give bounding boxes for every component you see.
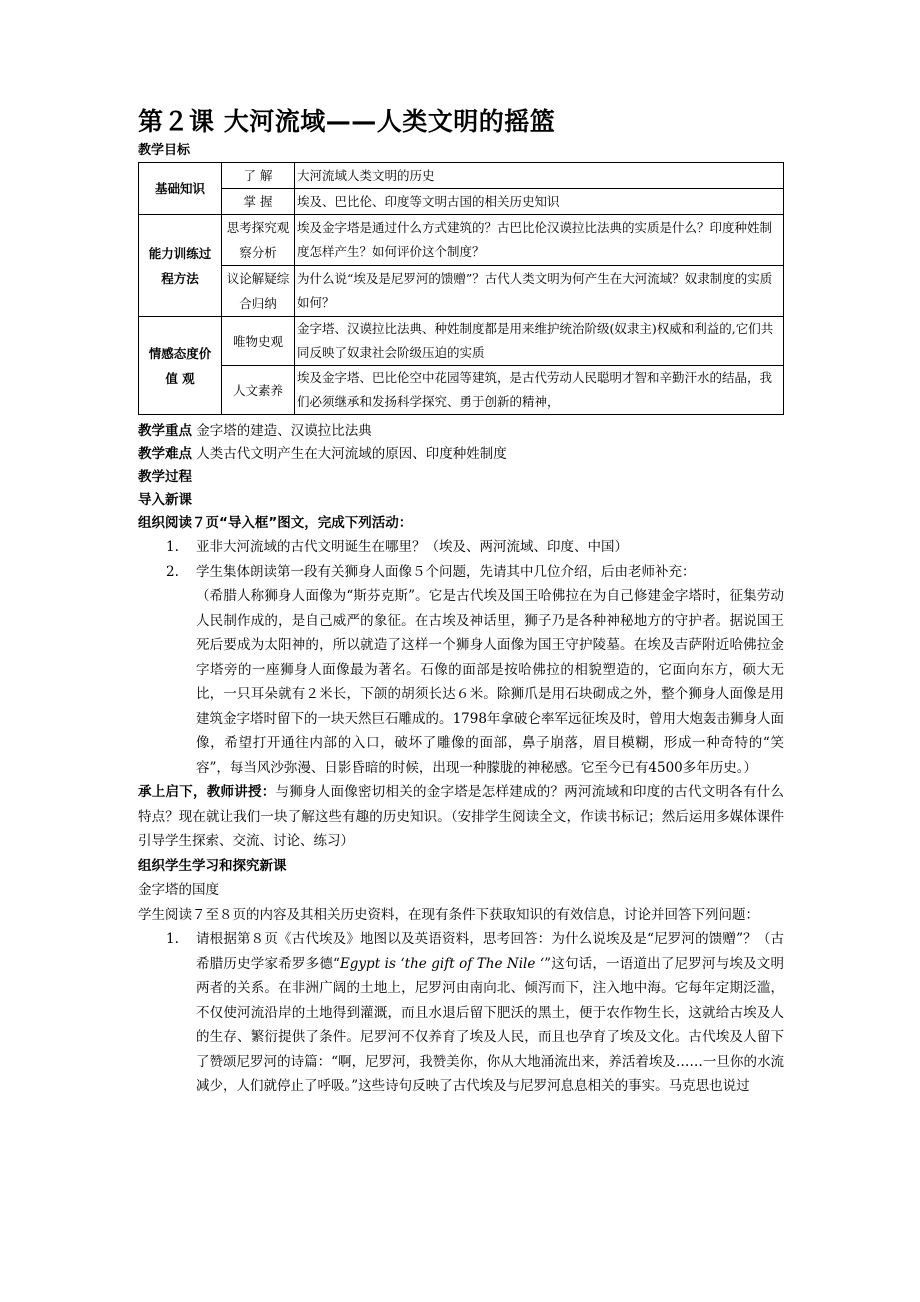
intro-list bbox=[138, 535, 784, 584]
sub-humanities: 人文素养 bbox=[222, 366, 295, 415]
goals-heading: 教学目标 bbox=[138, 143, 191, 158]
list-text-after: ”这句话，一语道出了尼罗河与埃及文明两者的关系。在非洲广阔的土地上，尼罗河由南向北、倾泻而下，注入地中海。它每年定期泛滥，不仅使河流沿岸的土地得到灌溉，而且水退后留下肥沃的黑土，便于农作物生长，这就给古埃及人的生存、繁衍提供了条件。尼罗河不仅养育了埃及人民，而且也孕育了埃及文化。古代埃及人留下了赞颂尼罗河的诗篇：“啊，尼罗河，我赞美你，你从大地涌流出来，养活着埃及……一旦你的水流减少，人们就停止了呼吸。”这些诗句反映了古代埃及与尼罗河息息相关的事实。马克思也说过 bbox=[196, 955, 785, 1094]
content-humanities: 埃及金字塔、巴比伦空中花园等建筑，是古代劳动人民聪明才智和辛勤汗水的结晶，我们必须继承和发扬科学探究、勇于创新的精神， bbox=[295, 366, 784, 415]
sub-think-line1: 思考探究观 bbox=[226, 220, 290, 235]
table-row bbox=[139, 215, 784, 266]
intro-heading: 导入新课 bbox=[138, 492, 192, 508]
reading-instruction: 组织阅读７页“导入框”图文，完成下列活动： bbox=[138, 515, 413, 531]
category-ability-line2: 程方法 bbox=[161, 270, 199, 286]
key-point-text: 金字塔的建造、汉谟拉比法典 bbox=[192, 423, 372, 439]
transition-label: 承上启下，教师讲授： bbox=[138, 784, 276, 800]
table-row bbox=[139, 366, 784, 415]
content-think: 埃及金字塔是通过什么方式建筑的？古巴比伦汉谟拉比法典的实质是什么？印度种姓制度怎样产生？如何评价这个制度？ bbox=[295, 215, 784, 266]
category-emotion bbox=[139, 317, 222, 415]
content-materialism: 金字塔、汉谟拉比法典、种姓制度都是用来维护统治阶级(奴隶主)权威和利益的,它们共同反映了奴隶社会阶级压迫的实质 bbox=[295, 317, 784, 366]
process-heading: 教学过程 bbox=[138, 469, 192, 485]
transition-paragraph bbox=[138, 780, 784, 854]
difficult-point-text: 人类古代文明产生在大河流域的原因、印度种姓制度 bbox=[192, 446, 507, 462]
category-emotion-line2: 值 观 bbox=[165, 370, 195, 386]
lesson-title: 第２课 大河流域——人类文明的摇篮 bbox=[138, 107, 556, 136]
transition-text: 与狮身人面像密切相关的金字塔是怎样建成的？两河流域和印度的古代文明各有什么特点？现在就让我们一块了解这些有趣的历史知识。（安排学生阅读全文，作读书标记；然后运用多媒体课件引导学生探索、交流、讨论、练习） bbox=[138, 784, 784, 849]
difficult-point bbox=[138, 444, 784, 464]
category-emotion-line1: 情感态度价 bbox=[148, 345, 212, 361]
sphinx-quote: （希腊人称狮身人面像为“斯芬克斯”。它是古代埃及国王哈佛拉在为自己修建金字塔时，征集劳动人民制作成的，是自己威严的象征。在古埃及神话里，狮子乃是各种神秘地方的守护者。据说国王死后要成为太阳神的，所以就造了这样一个狮身人面像为国王守护陵墓。在埃及吉萨附近哈佛拉金字塔旁的一座狮身人面像最为著名。石像的面部是按哈佛拉的相貌塑造的，它面向东方，硕大无比，一只耳朵就有２米长，下颌的胡须长达６米。除狮爪是用石块砌成之外，整个狮身人面像是用建筑金字塔时留下的一块天然巨石雕成的。1798年拿破仑率军远征埃及时，曾用大炮轰击狮身人面像，希望打开通往内部的入口，破坏了雕像的面部，鼻子崩落，眉目模糊，形成一种奇特的“笑容”，每当风沙弥漫、日影昏暗的时候，出现一种朦胧的神秘感。它至今已有4500多年历史。） bbox=[196, 588, 784, 776]
list-text: 学生集体朗读第一段有关狮身人面像５个问题，先请其中几位介绍，后由老师补充： bbox=[196, 563, 696, 580]
explore-heading: 组织学生学习和探究新课 bbox=[138, 857, 287, 874]
sub-master: 掌 握 bbox=[222, 189, 295, 215]
list-number: 2. bbox=[166, 563, 179, 580]
content-master: 埃及、巴比伦、印度等文明古国的相关历史知识 bbox=[295, 189, 784, 215]
key-point-label: 教学重点 bbox=[138, 423, 192, 439]
sub-understand: 了 解 bbox=[222, 163, 295, 189]
list-item bbox=[166, 927, 784, 1099]
table-row bbox=[139, 163, 784, 189]
list-number: 1. bbox=[166, 539, 179, 555]
goals-table bbox=[138, 162, 784, 415]
table-row bbox=[139, 317, 784, 366]
document-page bbox=[138, 104, 784, 1099]
key-point bbox=[138, 421, 784, 441]
list-number: 1. bbox=[166, 931, 179, 947]
content-understand: 大河流域人类文明的历史 bbox=[295, 163, 784, 189]
sub-think bbox=[222, 215, 295, 266]
pyramid-heading: 金字塔的国度 bbox=[138, 882, 219, 898]
list-item bbox=[166, 535, 784, 560]
pyramid-intro: 学生阅读７至８页的内容及其相关历史资料，在现有条件下获取知识的有效信息，讨论并回答下列问题： bbox=[138, 906, 759, 923]
table-row bbox=[139, 266, 784, 317]
sub-think-line2: 察分析 bbox=[239, 245, 277, 260]
list-item bbox=[166, 560, 784, 585]
category-basic: 基础知识 bbox=[139, 163, 222, 215]
category-ability bbox=[139, 215, 222, 317]
table-row bbox=[139, 189, 784, 215]
content-discuss: 为什么说“埃及是尼罗河的馈赠”？古代人类文明为何产生在大河流域？奴隶制度的实质如何？ bbox=[295, 266, 784, 317]
list-text-before: 请根据第８页《古代埃及》地图以及英语资料，思考回答：为什么说埃及是“尼罗河的馈赠”？（古希腊历史学家希罗多德“ bbox=[196, 931, 784, 972]
sub-discuss-line1: 议论解疑综 bbox=[226, 271, 290, 286]
category-ability-line1: 能力训练过 bbox=[148, 245, 212, 261]
sub-discuss-line2: 合归纳 bbox=[239, 296, 277, 311]
sub-materialism: 唯物史观 bbox=[222, 317, 295, 366]
difficult-point-label: 教学难点 bbox=[138, 446, 192, 462]
sub-discuss bbox=[222, 266, 295, 317]
list-text: 亚非大河流域的古代文明诞生在哪里？（埃及、两河流域、印度、中国） bbox=[196, 539, 628, 555]
english-quote: Egypt is ‘the gift of The Nile ‘ bbox=[339, 955, 545, 972]
explore-list bbox=[138, 927, 784, 1099]
